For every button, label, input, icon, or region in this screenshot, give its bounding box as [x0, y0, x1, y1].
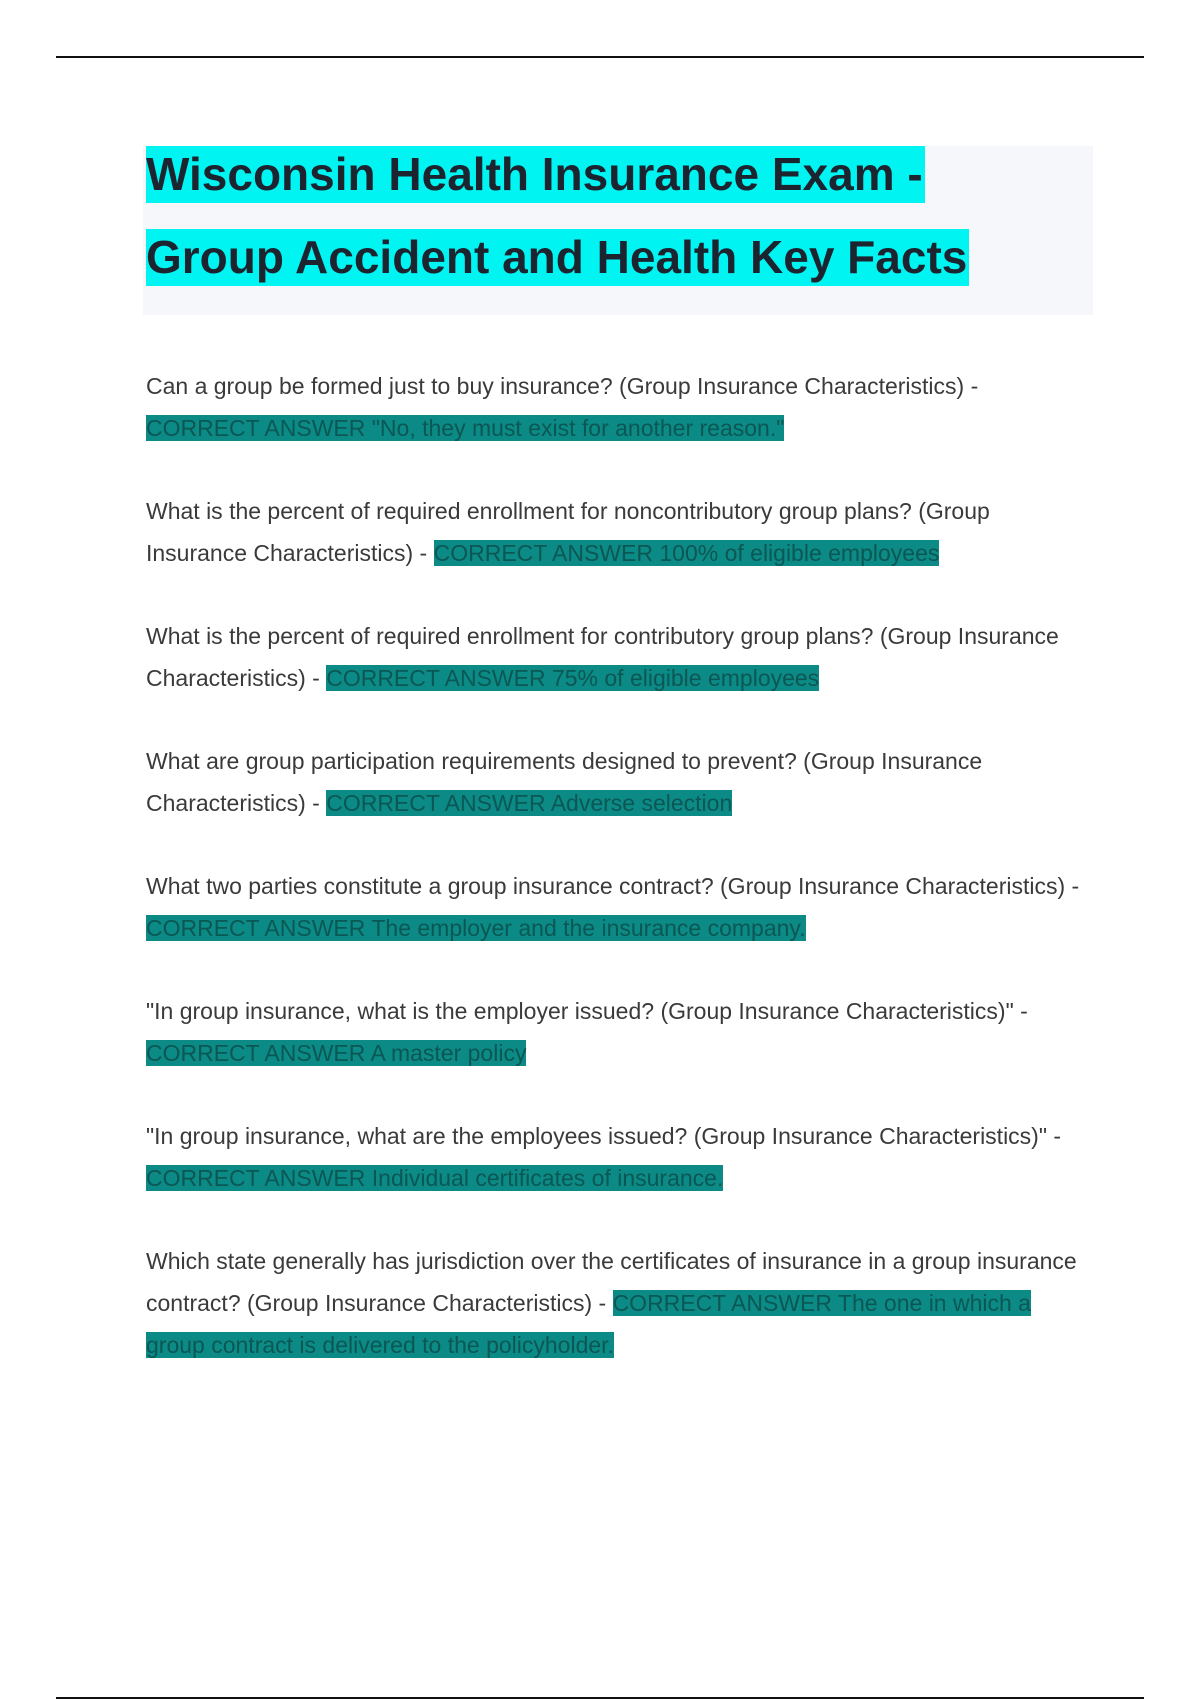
question-text: What are group participation requirements designed to prevent? (Group Insurance Characteristics) -	[146, 748, 983, 816]
qa-item	[146, 990, 1086, 1074]
qa-item	[146, 490, 1086, 574]
qa-item	[146, 365, 1086, 449]
qa-list	[146, 365, 1086, 1407]
question-text: What two parties constitute a group insurance contract? (Group Insurance Characteristics) -	[146, 873, 1080, 899]
qa-item	[146, 1240, 1086, 1366]
answer-highlight: CORRECT ANSWER 100% of eligible employees	[433, 540, 940, 566]
answer-highlight: CORRECT ANSWER Adverse selection	[326, 790, 733, 816]
bottom-rule	[56, 1697, 1144, 1699]
answer-highlight: CORRECT ANSWER Individual certificates of insurance.	[146, 1165, 724, 1191]
document-title-line-2: Group Accident and Health Key Facts	[146, 229, 969, 286]
question-text: "In group insurance, what are the employees issued? (Group Insurance Characteristics)" -	[146, 1123, 1062, 1149]
question-text: What is the percent of required enrollment for noncontributory group plans? (Group Insurance Characteristics) -	[146, 498, 990, 566]
answer-highlight: CORRECT ANSWER A master policy	[146, 1040, 527, 1066]
document-title-line-1: Wisconsin Health Insurance Exam -	[146, 146, 925, 203]
top-rule	[56, 56, 1144, 58]
question-text: What is the percent of required enrollment for contributory group plans? (Group Insurance Characteristics) -	[146, 623, 1059, 691]
answer-highlight: CORRECT ANSWER "No, they must exist for another reason."	[146, 415, 785, 441]
qa-item	[146, 615, 1086, 699]
question-text: Can a group be formed just to buy insurance? (Group Insurance Characteristics) -	[146, 373, 979, 399]
qa-item	[146, 865, 1086, 949]
answer-highlight: CORRECT ANSWER 75% of eligible employees	[326, 665, 820, 691]
answer-highlight: CORRECT ANSWER The one in which a group contract is delivered to the policyholder.	[146, 1290, 1031, 1358]
qa-item	[146, 1115, 1086, 1199]
question-text: "In group insurance, what is the employer issued? (Group Insurance Characteristics)" -	[146, 998, 1028, 1024]
qa-item	[146, 740, 1086, 824]
question-text: Which state generally has jurisdiction over the certificates of insurance in a group insurance contract? (Group Insurance Characteristics) -	[146, 1248, 1077, 1316]
answer-highlight: CORRECT ANSWER The employer and the insurance company.	[146, 915, 806, 941]
